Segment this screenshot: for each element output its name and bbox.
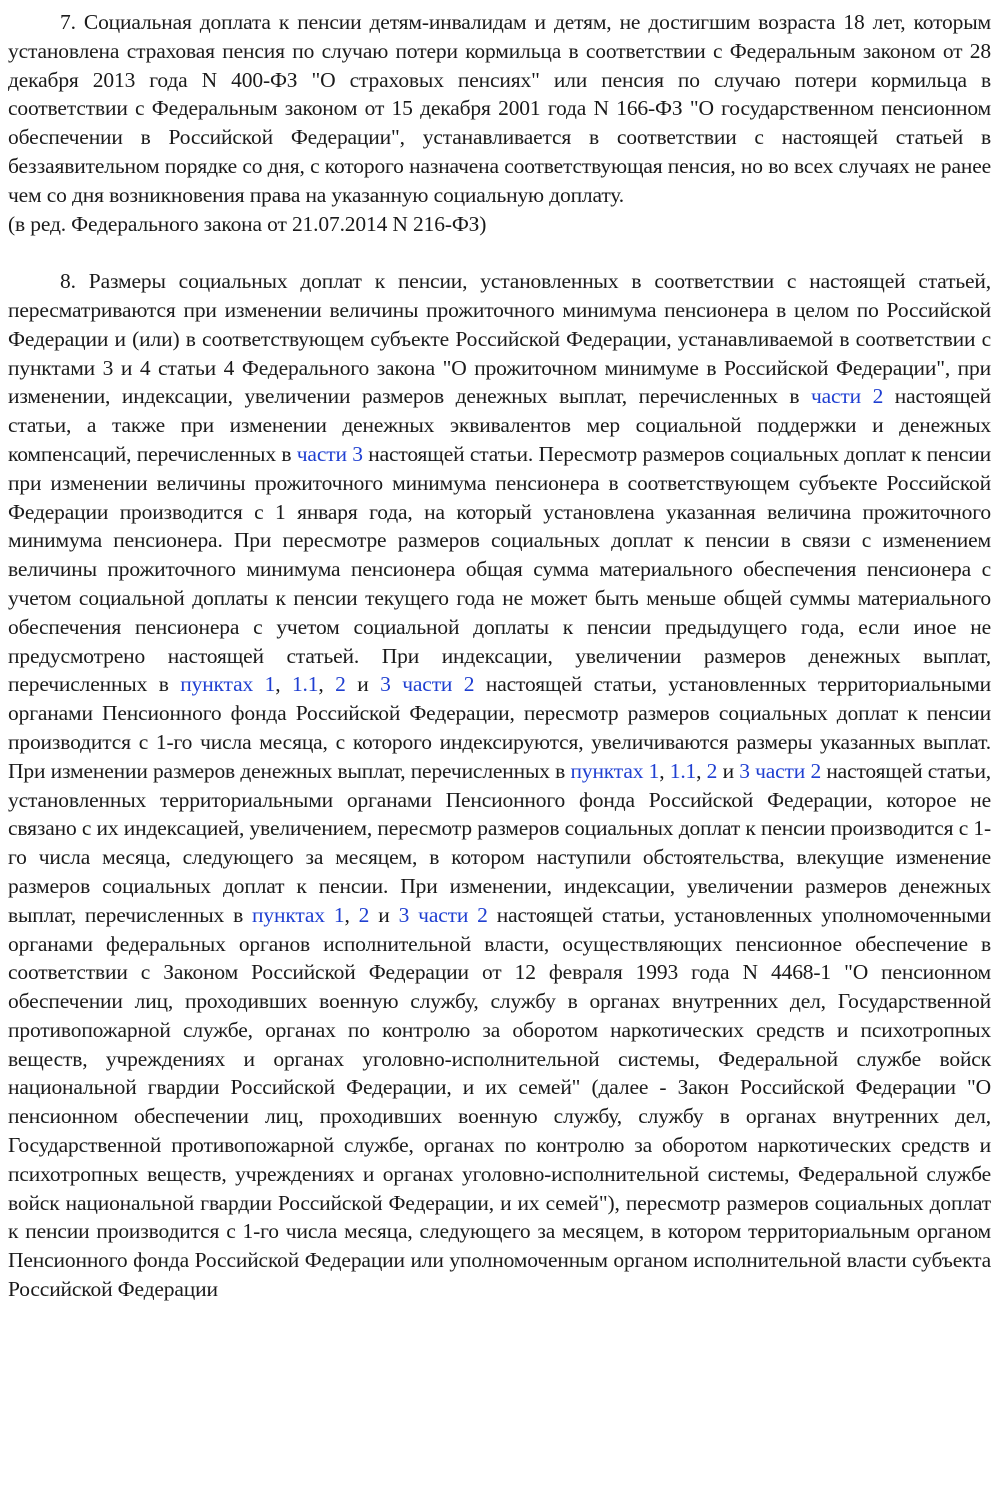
paragraph-spacer: [8, 238, 991, 267]
link-item-1[interactable]: пунктах 1: [570, 758, 660, 783]
paragraph-8-text: настоящей статьи, установленных уполномоченными органами федеральных органов исполнительной власти, осуществляющих пенсионное обеспечение в соответствии с Законом Российской Федерации от 12 февраля 1993 года N 4468-1 "О пенсионном обеспечении лиц, проходивших военную службу, службу в органах внутренних дел, Государственной противопожарной службе, органах по контролю за оборотом наркотических средств и психотропных веществ, учреждениях и органах уголовно-исполнительной системы, Федеральной службе войск национальной гвардии Российской Федерации, и их семей" (далее - Закон Российской Федерации "О пенсионном обеспечении лиц, проходивших военную службу, службу в органах внутренних дел, Государственной противопожарной службе, органах по контролю за оборотом наркотических средств и психотропных веществ, учреждениях и органах уголовно-исполнительной системы, Федеральной службе войск национальной гвардии Российской Федерации, и их семей"), пересмотр размеров социальных доплат к пенсии производится с 1-го числа месяца, следующего за месяцем, в котором территориальным органом Пенсионного фонда Российской Федерации или уполномоченным органом исполнительной власти субъекта Российской Федерации: [8, 902, 992, 1302]
paragraph-7: [8, 8, 991, 210]
link-item-2[interactable]: 2: [358, 902, 370, 927]
paragraph-8-text: и: [345, 672, 381, 697]
paragraph-8-text: и: [717, 758, 740, 783]
paragraph-8-text: 8. Размеры социальных доплат к пенсии, установленных в соответствии с настоящей статьей, пересматриваются при изменении величины прожиточного минимума пенсионера в целом по Российской Федерации и (или) в соответствующем субъекте Российской Федерации, устанавливаемой в соответствии с пунктами 3 и 4 статьи 4 Федерального закона "О прожиточном минимуме в Российской Федерации", при изменении, индексации, увеличении размеров денежных выплат, перечисленных в: [8, 269, 991, 409]
link-item-1-1[interactable]: 1.1: [669, 758, 697, 783]
link-part-3[interactable]: части 3: [296, 441, 363, 466]
link-item-3-part-2[interactable]: 3 части 2: [380, 672, 475, 697]
paragraph-8-text: и: [369, 902, 399, 927]
link-item-3-part-2[interactable]: 3 части 2: [739, 758, 822, 783]
paragraph-8-text: настоящей статьи. Пересмотр размеров социальных доплат к пенсии при изменении величины прожиточного минимума пенсионера в соответствующем субъекте Российской Федерации производится с 1 января года, на который установлена указанная величина прожиточного минимума пенсионера. При пересмотре размеров социальных доплат к пенсии в связи с изменением величины прожиточного минимума пенсионера общая сумма материального обеспечения пенсионера с учетом социальной доплаты к пенсии текущего года не может быть меньше общей суммы материального обеспечения пенсионера с учетом социальной доплаты к пенсии предыдущего года, если иное не предусмотрено настоящей статьей. При индексации, увеличении размеров денежных выплат, перечисленных в: [8, 441, 991, 697]
paragraph-8-text: ,: [344, 902, 359, 927]
amendment-note: [8, 210, 991, 239]
paragraph-8-text: ,: [318, 672, 336, 697]
paragraph-8-text: настоящей статьи, а также при изменении денежных эквивалентов мер социальной поддержки и денежных компенсаций, перечисленных в: [8, 384, 991, 466]
paragraph-8: [8, 267, 991, 1304]
link-item-2[interactable]: 2: [706, 758, 718, 783]
paragraph-8-text: настоящей статьи, установленных территориальными органами Пенсионного фонда Российской Федерации, которое не связано с их индексацией, увеличением, пересмотр размеров социальных доплат к пенсии производится с 1-го числа месяца, следующего за месяцем, в котором наступили обстоятельства, влекущие изменение размеров социальных доплат к пенсии. При изменении, индексации, увеличении размеров денежных выплат, перечисленных в: [8, 758, 992, 927]
link-item-3-part-2[interactable]: 3 части 2: [398, 902, 488, 927]
paragraph-8-text: ,: [659, 758, 670, 783]
paragraph-8-text: настоящей статьи, установленных территориальными органами Пенсионного фонда Российской Федерации, пересмотр размеров социальных доплат к пенсии производится с 1-го числа месяца, с которого индексируются, увеличиваются размеры указанных выплат. При изменении размеров денежных выплат, перечисленных в: [8, 672, 992, 783]
link-item-2[interactable]: 2: [335, 672, 346, 697]
paragraph-8-text: ,: [275, 672, 292, 697]
link-part-2[interactable]: части 2: [810, 384, 884, 409]
paragraph-7-text: 7. Социальная доплата к пенсии детям-инвалидам и детям, не достигшим возраста 18 лет, которым установлена страховая пенсия по случаю потери кормильца в соответствии с Федеральным законом от 28 декабря 2013 года N 400-ФЗ "О страховых пенсиях" или пенсия по случаю потери кормильца в соответствии с Федеральным законом от 15 декабря 2001 года N 166-ФЗ "О государственном пенсионном обеспечении в Российской Федерации", устанавливается в соответствии с настоящей статьей в беззаявительном порядке со дня, с которого назначена соответствующая пенсия, но во всех случаях не ранее чем со дня возникновения права на указанную социальную доплату.: [8, 10, 991, 207]
link-item-1-1[interactable]: 1.1: [291, 672, 319, 697]
link-item-1[interactable]: пунктах 1: [252, 902, 345, 927]
amendment-note-text: (в ред. Федерального закона от 21.07.2014 N 216-ФЗ): [8, 211, 487, 236]
link-item-1[interactable]: пунктах 1: [180, 672, 276, 697]
paragraph-8-text: ,: [696, 758, 707, 783]
